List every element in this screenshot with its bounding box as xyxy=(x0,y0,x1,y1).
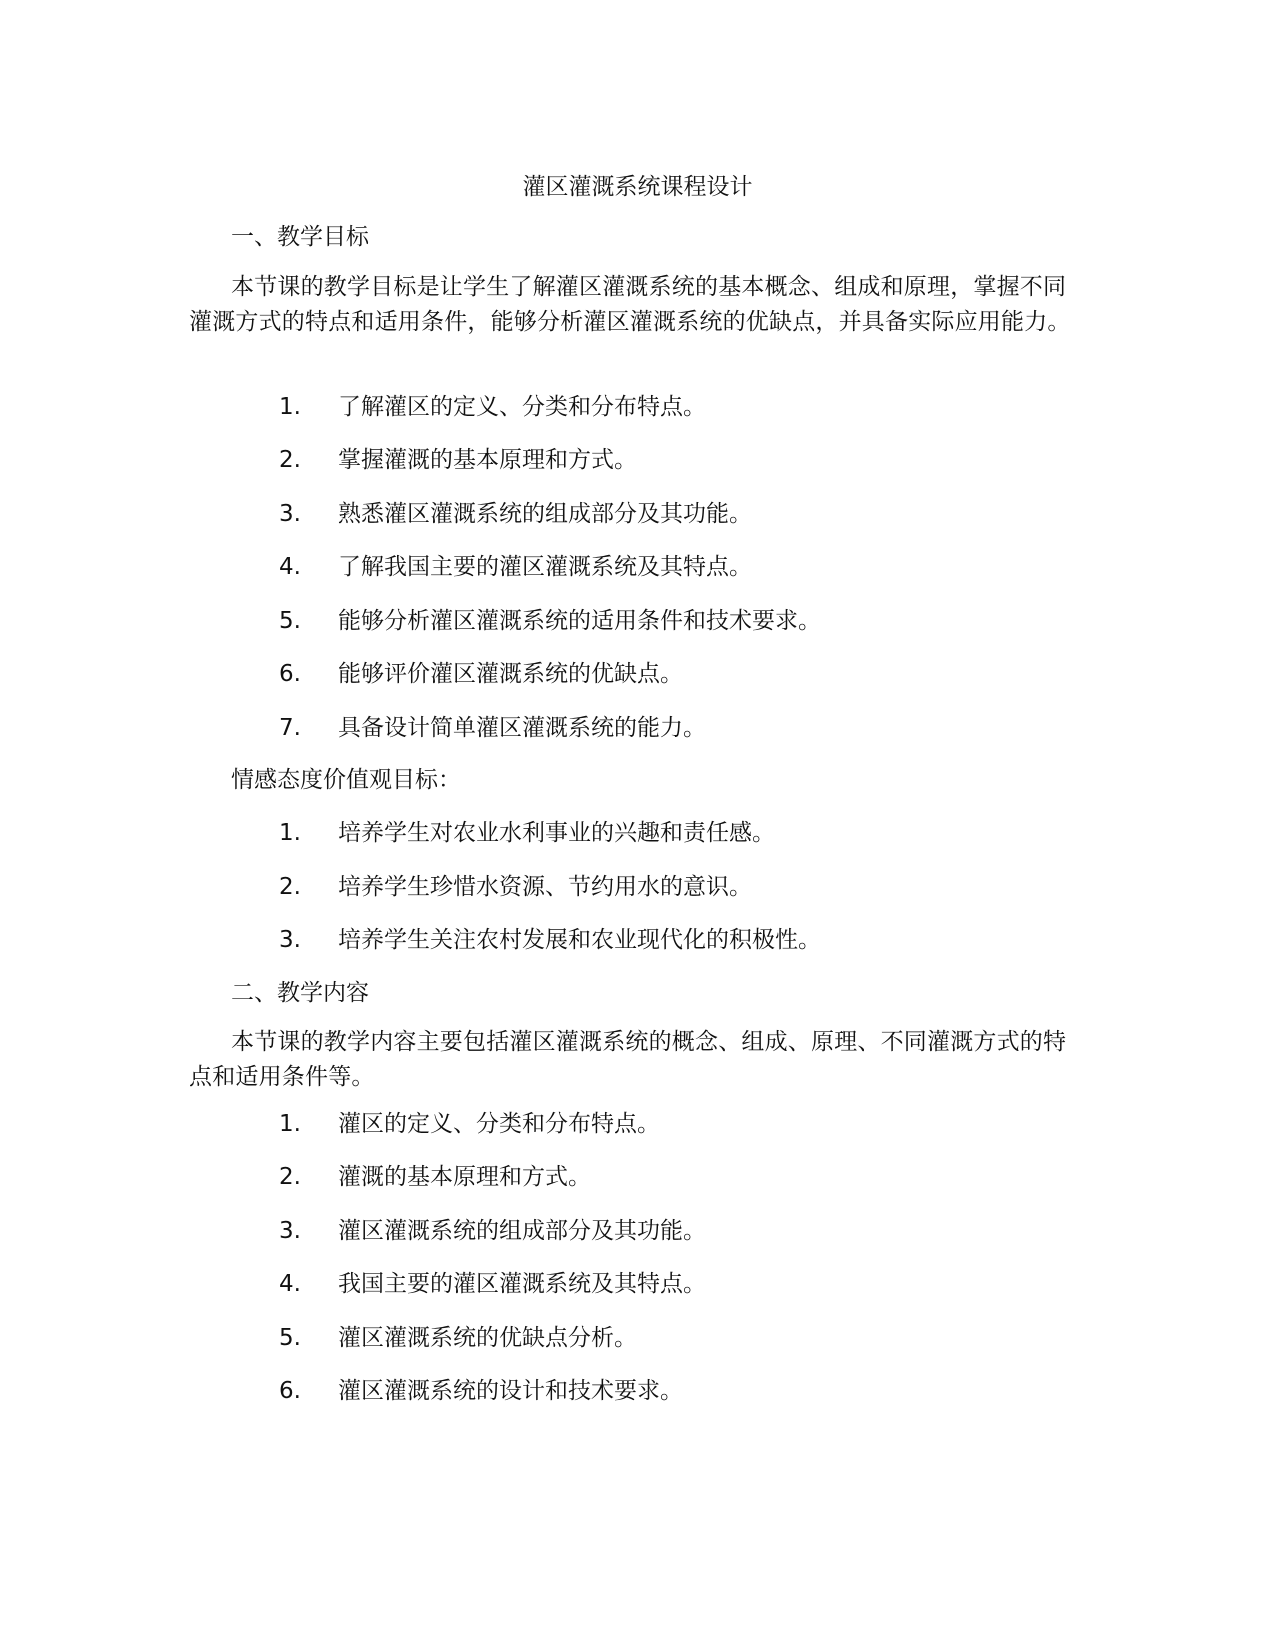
list-text: 培养学生对农业水利事业的兴趣和责任感。 xyxy=(338,820,775,846)
list-text: 灌区灌溉系统的组成部分及其功能。 xyxy=(338,1218,706,1244)
list-text: 灌区灌溉系统的优缺点分析。 xyxy=(338,1325,637,1351)
list-number: 4. xyxy=(279,1271,301,1297)
list-number: 1. xyxy=(279,1111,301,1137)
list-number: 5. xyxy=(279,1325,301,1351)
list-number: 2. xyxy=(279,1164,301,1190)
list-number: 3. xyxy=(279,1218,301,1244)
section-heading-objectives: 一、教学目标 xyxy=(231,224,369,250)
content-paragraph: 本节课的教学内容主要包括灌区灌溉系统的概念、组成、原理、不同灌溉方式的特点和适用条件等。 xyxy=(189,1029,1067,1090)
list-number: 2. xyxy=(279,447,301,473)
subheading-values: 情感态度价值观目标： xyxy=(231,767,461,793)
list-number: 3. xyxy=(279,927,301,953)
list-number: 4. xyxy=(279,554,301,580)
objectives-paragraph: 本节课的教学目标是让学生了解灌区灌溉系统的基本概念、组成和原理，掌握不同灌溉方式的特点和适用条件，能够分析灌区灌溉系统的优缺点，并具备实际应用能力。 xyxy=(189,274,1071,335)
page-title: 灌区灌溉系统课程设计 xyxy=(522,174,753,200)
list-text: 了解灌区的定义、分类和分布特点。 xyxy=(338,394,706,420)
list-text: 灌区灌溉系统的设计和技术要求。 xyxy=(338,1378,683,1404)
list-number: 1. xyxy=(279,394,301,420)
list-text: 培养学生关注农村发展和农业现代化的积极性。 xyxy=(338,927,821,953)
list-text: 具备设计简单灌区灌溉系统的能力。 xyxy=(338,715,706,741)
list-number: 3. xyxy=(279,501,301,527)
list-number: 2. xyxy=(279,874,301,900)
list-number: 6. xyxy=(279,1378,301,1404)
list-text: 我国主要的灌区灌溉系统及其特点。 xyxy=(338,1271,706,1297)
list-number: 1. xyxy=(279,820,301,846)
list-number: 7. xyxy=(279,715,301,741)
list-text: 熟悉灌区灌溉系统的组成部分及其功能。 xyxy=(338,501,752,527)
list-text: 能够评价灌区灌溉系统的优缺点。 xyxy=(338,661,683,687)
list-number: 6. xyxy=(279,661,301,687)
list-text: 能够分析灌区灌溉系统的适用条件和技术要求。 xyxy=(338,608,821,634)
list-text: 培养学生珍惜水资源、节约用水的意识。 xyxy=(338,874,752,900)
list-number: 5. xyxy=(279,608,301,634)
list-text: 灌溉的基本原理和方式。 xyxy=(338,1164,591,1190)
section-heading-content: 二、教学内容 xyxy=(231,980,369,1006)
list-text: 灌区的定义、分类和分布特点。 xyxy=(338,1111,660,1137)
list-text: 掌握灌溉的基本原理和方式。 xyxy=(338,447,637,473)
list-text: 了解我国主要的灌区灌溉系统及其特点。 xyxy=(338,554,752,580)
